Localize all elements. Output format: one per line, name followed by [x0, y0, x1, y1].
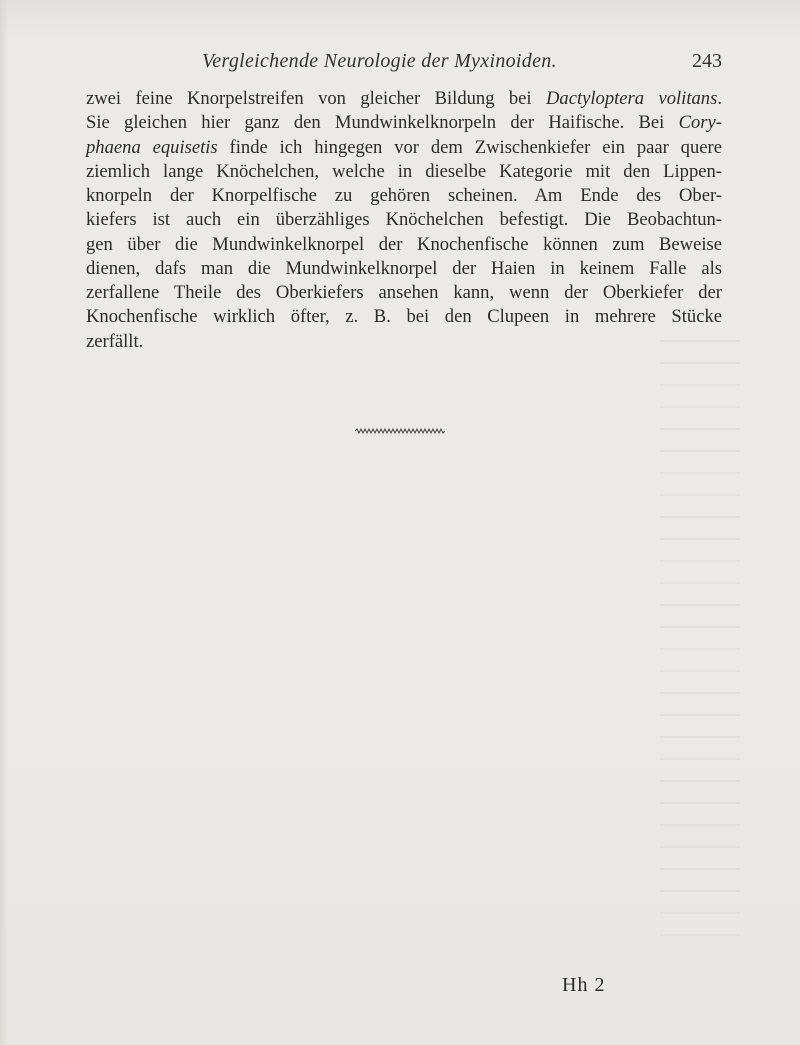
text-line	[86, 233, 722, 257]
page-number: 243	[692, 50, 722, 72]
text-run: zerfallene Theile des Oberkiefers ansehen kann, wenn der Oberkiefer der	[86, 282, 722, 303]
text-run: dienen, dafs man die Mundwinkelknorpel der Haien in keinem Falle als	[86, 257, 722, 279]
text-line	[86, 160, 722, 184]
text-run: kiefers ist auch ein überzähliges Knöchelchen befestigt. Die Beobachtun-	[86, 209, 722, 231]
page-edge-shadow	[0, 0, 8, 1045]
text-line	[86, 208, 722, 232]
signature-mark: Hh 2	[562, 974, 606, 996]
running-title: Vergleichende Neurologie der Myxinoiden.	[202, 50, 557, 72]
text-run: Sie gleichen hier ganz den Mundwinkelknorpeln der Haifische. Bei	[86, 112, 679, 134]
text-run: knorpeln der Knorpelfische zu gehören scheinen. Am Ende des Ober-	[86, 185, 722, 206]
text-line	[86, 136, 722, 160]
italic-term: Dactyloptera volitans	[545, 88, 718, 109]
section-ornament	[355, 428, 445, 434]
text-run: Knochenfische wirklich öfter, z. B. bei den Clupeen in mehrere Stücke	[86, 306, 722, 328]
italic-term: phaena equisetis	[86, 136, 218, 158]
text-line	[86, 305, 722, 329]
text-line	[86, 184, 722, 208]
text-run: gen über die Mundwinkelknorpel der Knochenfische können zum Beweise	[86, 233, 722, 255]
show-through	[660, 340, 740, 940]
text-run: ziemlich lange Knöchelchen, welche in dieselbe Kategorie mit den Lippen-	[86, 160, 722, 182]
text-run: zwei feine Knorpelstreifen von gleicher Bildung bei	[86, 88, 546, 109]
text-line	[86, 330, 722, 354]
text-run: zerfällt.	[86, 330, 144, 352]
text-line	[86, 87, 722, 111]
text-run: .	[717, 88, 723, 109]
text-line	[86, 111, 722, 135]
text-line	[86, 281, 722, 305]
text-run: finde ich hingegen vor dem Zwischenkiefer ein paar quere	[217, 136, 722, 158]
text-line	[86, 257, 722, 281]
italic-term: Cory-	[678, 112, 722, 134]
body-text	[86, 87, 722, 354]
running-header	[86, 50, 722, 76]
